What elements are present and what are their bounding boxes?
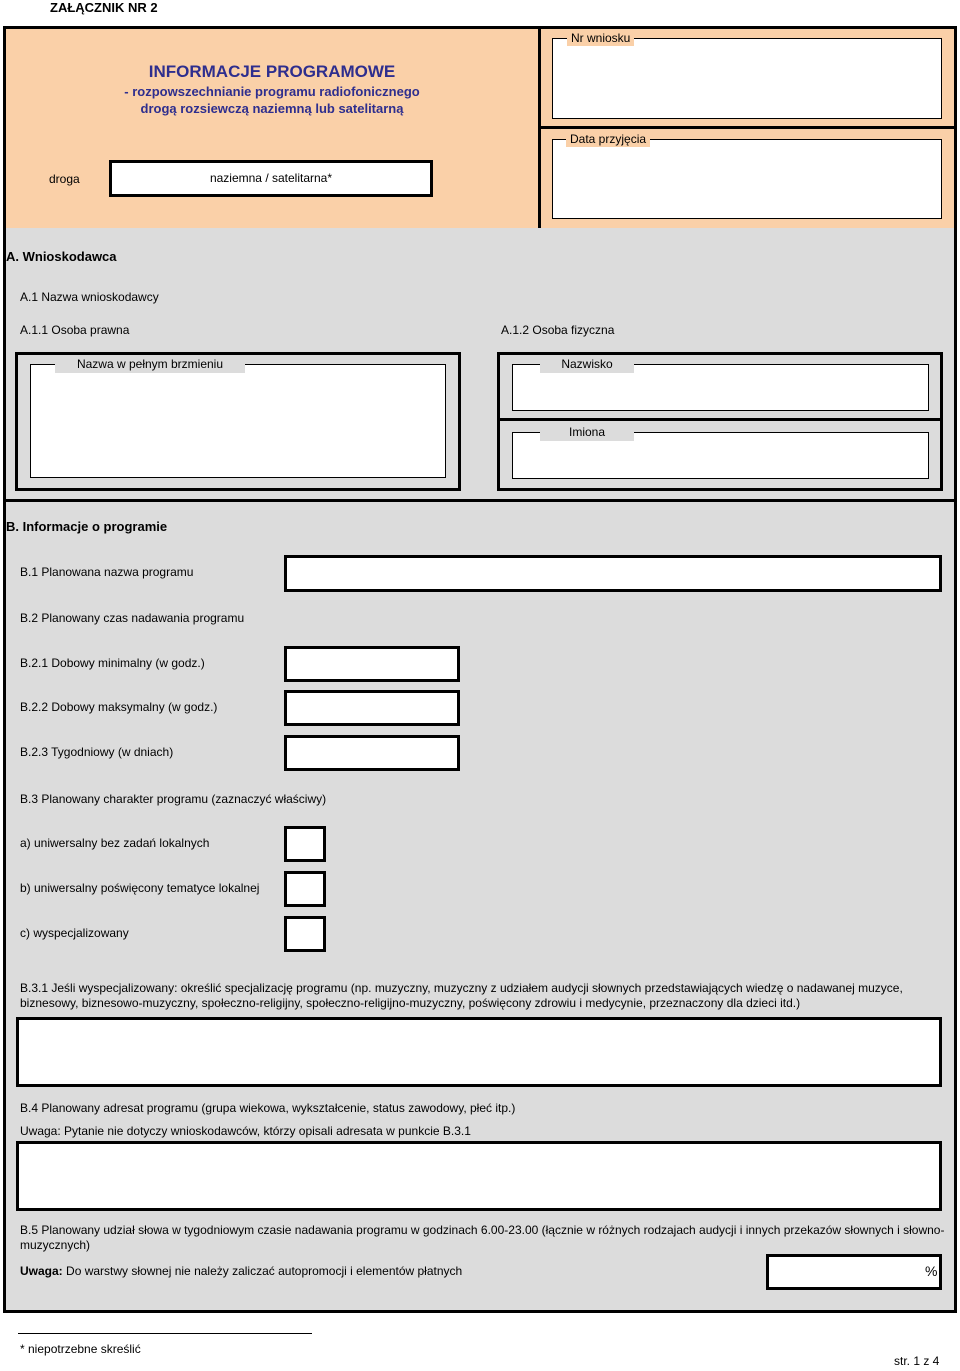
first-names-label: Imiona <box>540 424 634 441</box>
b4-label: B.4 Planowany adresat programu (grupa wiekowa, wykształcenie, status zawodowy, płeć itp.) <box>20 1101 516 1115</box>
b1-label: B.1 Planowana nazwa programu <box>20 565 194 579</box>
a11-label: A.1.1 Osoba prawna <box>20 323 130 337</box>
b22-label: B.2.2 Dobowy maksymalny (w godz.) <box>20 700 218 714</box>
full-name-label: Nazwa w pełnym brzmieniu <box>55 356 245 373</box>
b21-label: B.2.1 Dobowy minimalny (w godz.) <box>20 656 205 670</box>
application-number-label: Nr wniosku <box>567 30 634 46</box>
b3-label: B.3 Planowany charakter programu (zaznaczyć właściwy) <box>20 792 327 806</box>
target-audience-field[interactable] <box>16 1141 942 1211</box>
b3-option-c-checkbox[interactable] <box>284 916 326 952</box>
b3-option-b-label: b) uniwersalny poświęcony tematyce lokalnej <box>20 881 260 895</box>
b3-option-a-checkbox[interactable] <box>284 826 326 862</box>
form-subtitle-line1: - rozpowszechnianie programu radiofonicznego <box>124 84 420 99</box>
b31-label-line1: B.3.1 Jeśli wyspecjalizowany: określić specjalizację programu (np. muzyczny, muzyczny z udziałem audycji słownych przedstawiających wiedzę o nadawanej muzyce, <box>20 981 903 995</box>
daily-min-field[interactable] <box>284 646 460 682</box>
b2-label: B.2 Planowany czas nadawania programu <box>20 611 245 625</box>
full-name-field[interactable] <box>30 364 446 478</box>
form-subtitle-line2: drogą rozsiewczą naziemną lub satelitarną <box>140 101 404 116</box>
b5-note-bold: Uwaga: <box>20 1264 63 1278</box>
route-field[interactable]: naziemna / satelitarna* <box>109 160 433 197</box>
header-divider-horizontal <box>538 126 957 129</box>
surname-label: Nazwisko <box>540 356 634 373</box>
b5-note <box>20 1264 462 1278</box>
footnote: * niepotrzebne skreślić <box>20 1342 141 1356</box>
word-share-field[interactable] <box>766 1254 942 1290</box>
a12-label: A.1.2 Osoba fizyczna <box>501 323 615 337</box>
daily-max-field[interactable] <box>284 690 460 726</box>
a1-label: A.1 Nazwa wnioskodawcy <box>20 290 159 304</box>
footnote-rule <box>18 1333 312 1334</box>
page-number: str. 1 z 4 <box>894 1354 940 1368</box>
b5-label-line2: muzycznych) <box>20 1238 91 1252</box>
section-a-title: A. Wnioskodawca <box>6 249 117 264</box>
receipt-date-field[interactable] <box>552 139 942 219</box>
route-label: droga <box>49 172 80 186</box>
b23-label: B.2.3 Tygodniowy (w dniach) <box>20 745 174 759</box>
program-name-field[interactable] <box>284 555 942 592</box>
b3-option-b-checkbox[interactable] <box>284 871 326 907</box>
natural-person-divider <box>497 418 943 421</box>
percent-sign: % <box>925 1263 938 1279</box>
b3-option-a-label: a) uniwersalny bez zadań lokalnych <box>20 836 210 850</box>
b4-note: Uwaga: Pytanie nie dotyczy wnioskodawców, którzy opisali adresata w punkcie B.3.1 <box>20 1124 471 1138</box>
section-divider <box>3 499 957 502</box>
weekly-days-field[interactable] <box>284 735 460 771</box>
form-title: INFORMACJE PROGRAMOWE <box>148 62 396 81</box>
section-b-title: B. Informacje o programie <box>6 519 168 534</box>
b5-label-line1: B.5 Planowany udział słowa w tygodniowym czasie nadawania programu w godzinach 6.00-23.00 (łącznie w różnych rodzajach audycji i innych przekazów słownych i słowno- <box>20 1223 945 1237</box>
annex-title: ZAŁĄCZNIK NR 2 <box>50 0 158 15</box>
specialization-field[interactable] <box>16 1017 942 1087</box>
receipt-date-label: Data przyjęcia <box>566 131 650 147</box>
b3-option-c-label: c) wyspecjalizowany <box>20 926 129 940</box>
b5-note-text: Do warstwy słownej nie należy zaliczać autopromocji i elementów płatnych <box>62 1264 463 1278</box>
application-number-field[interactable] <box>552 38 942 119</box>
b31-label-line2: biznesowy, biznesowo-muzyczny, społeczno-religijny, społeczno-religijno-muzyczny, poświęcony zdrowiu i medycynie, przeznaczony dla dzieci itd.) <box>20 996 801 1010</box>
